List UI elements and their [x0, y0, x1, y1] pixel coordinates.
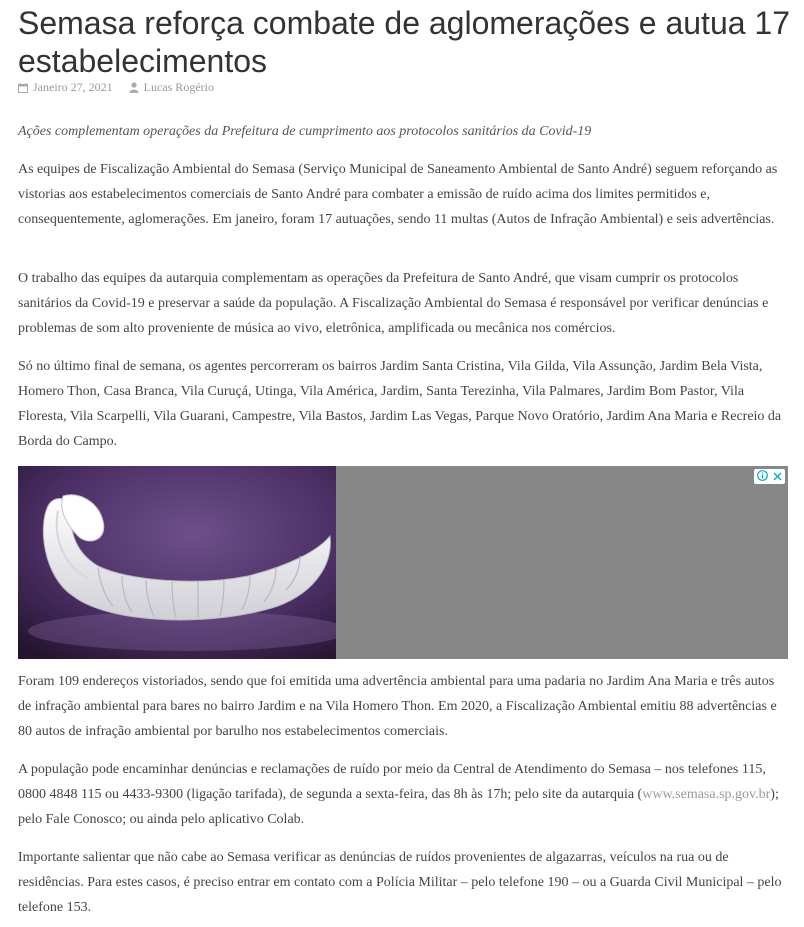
ad-choices[interactable] — [754, 469, 785, 484]
post-date[interactable] — [18, 80, 113, 95]
paragraph: Foram 109 endereços vistoriados, sendo que foi emitida uma advertência ambiental para uma padaria no Jardim Ana Maria e três autos de infração ambiental para bares no bairro Jardim e na Vila Homero Thon. Em 2020, a Fiscalização Ambiental emitiu 88 advertências e 80 autos de infração ambiental por barulho nos estabelecimentos comerciais. — [18, 674, 777, 739]
post-meta — [18, 80, 214, 95]
info-icon[interactable] — [757, 468, 768, 486]
paragraph-text: A população pode encaminhar denúncias e reclamações de ruído por meio da Central de Atendimento do Semasa – nos telefones 115, 0800 4848 115 ou 4433-9300 (ligação tarifada), de segunda a sexta-feira, das 8h às 17h; pelo site da autarquia ( — [18, 762, 766, 802]
article-title: Semasa reforça combate de aglomerações e autua 17 estabelecimentos — [18, 5, 791, 79]
paragraph: Só no último final de semana, os agentes percorreram os bairros Jardim Santa Cristina, Vila Gilda, Vila Assunção, Jardim Bela Vista, Homero Thon, Casa Branca, Vila Curuçá, Utinga, Vila América, Jardim, Santa Terezinha, Vila Palmares, Jardim Bom Pastor, Vila Floresta, Vila Scarpelli, Vila Guarani, Campestre, Vila Bastos, Jardim Las Vegas, Parque Novo Oratório, Jardim Ana Maria e Recreio da Borda do Campo. — [18, 359, 782, 449]
paragraph — [18, 757, 790, 832]
post-date-text: Janeiro 27, 2021 — [33, 80, 113, 94]
ad-image[interactable] — [18, 466, 336, 659]
close-icon[interactable] — [773, 468, 782, 486]
paragraph: As equipes de Fiscalização Ambiental do Semasa (Serviço Municipal de Saneamento Ambiental de Santo André) seguem reforçando as vistorias aos estabelecimentos comerciais de Santo André para combater a emissão de ruído acima dos limites permitidos e, consequentemente, aglomerações. Em janeiro, foram 17 autuações, sendo 11 multas (Autos de Infração Ambiental) e seis advertências. — [18, 162, 778, 227]
article-lead: Ações complementam operações da Prefeitura de cumprimento aos protocolos sanitários da Covid-19 — [18, 124, 592, 139]
paragraph-text: ); pelo Fale Conosco; ou ainda pelo aplicativo Colab. — [18, 787, 779, 827]
user-icon — [129, 82, 139, 93]
calendar-icon — [18, 83, 28, 93]
post-author[interactable] — [129, 80, 214, 95]
paragraph: Importante salientar que não cabe ao Semasa verificar as denúncias de ruídos provenientes de algazarras, veículos na rua ou de residências. Para estes casos, é preciso entrar em contato com a Polícia Militar – pelo telefone 190 – ou a Guarda Civil Municipal – pelo telefone 153. — [18, 850, 782, 915]
advertisement[interactable] — [18, 466, 788, 659]
post-author-name: Lucas Rogério — [143, 80, 214, 94]
paragraph: O trabalho das equipes da autarquia complementam as operações da Prefeitura de Santo André, que visam cumprir os protocolos sanitários da Covid-19 e preservar a saúde da população. A Fiscalização Ambiental do Semasa é responsável por verificar denúncias e problemas de som alto proveniente de música ao vivo, eletrônica, amplificada ou mecânica nos comércios. — [18, 271, 769, 336]
semasa-site-link[interactable]: www.semasa.sp.gov.br — [642, 787, 771, 802]
